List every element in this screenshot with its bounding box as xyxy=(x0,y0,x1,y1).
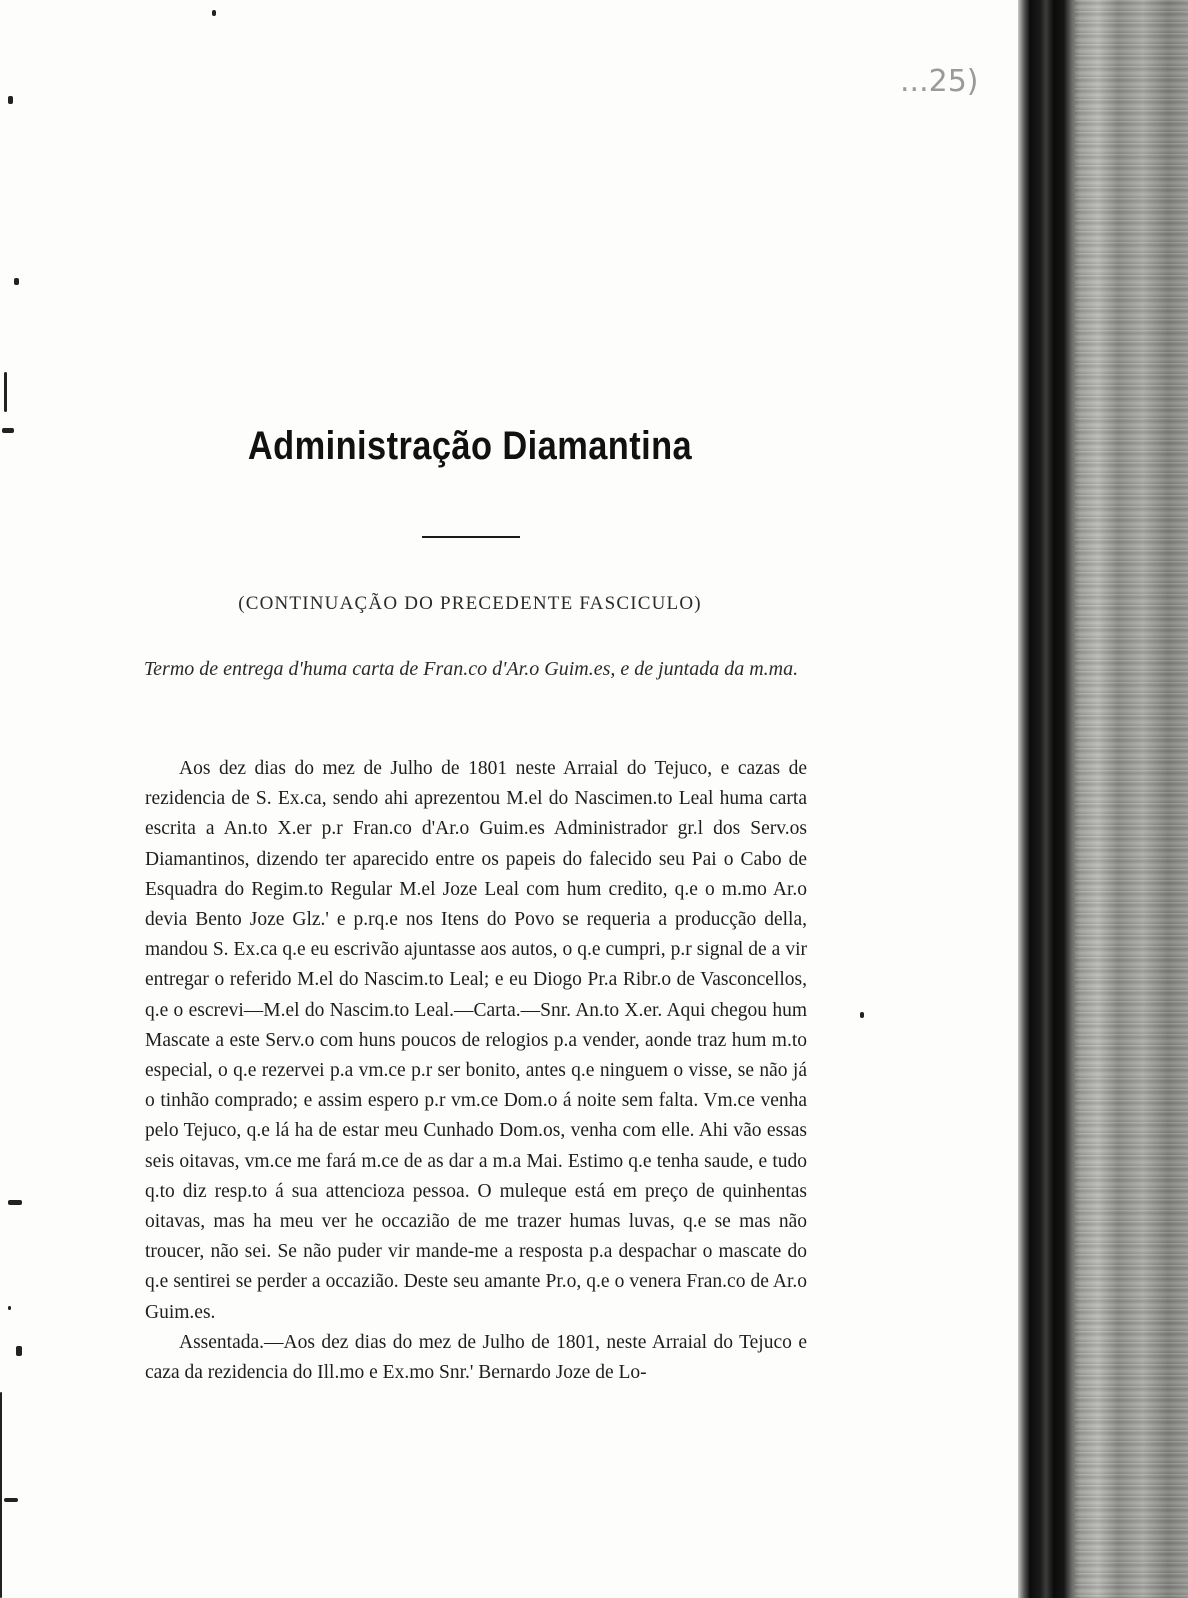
body-text xyxy=(145,754,807,1388)
left-margin-scan-marks xyxy=(0,0,24,1598)
paragraph-letter: Aos dez dias do mez de Julho de 1801 neste Arraial do Tejuco, e cazas de rezidencia de S. Ex.ca, sendo ahi aprezentou M.el do Nascimen.to Leal huma carta escrita a An.to X.er p.r Fran.co d'Ar.o Guim.es Administrador gr.l dos Serv.os Diamantinos, dizendo ter aparecido entre os papeis do falecido seu Pai o Cabo de Esquadra do Regim.to Regular M.el Joze Leal com hum credito, q.e o m.mo Ar.o devia Bento Joze Glz.' e p.rq.e nos Itens do Povo se requeria a producção della, mandou S. Ex.ca q.e eu escrivão ajuntasse aos autos, o q.e cumpri, p.r signal de a vir entregar o referido M.el do Nascim.to Leal; e eu Diogo Pr.a Ribr.o de Vasconcellos, q.e o escrevi—M.el do Nascim.to Leal.—Carta.—Snr. An.to X.er. Aqui chegou hum Mascate a este Serv.o com huns poucos de relogios p.a vender, aonde traz hum m.to especial, o q.e rezervei p.a vm.ce p.r ser bonito, antes q.e ninguem o visse, se não já o tinhão comprado; e assim espero p.r vm.ce Dom.o á noite sem falta. Vm.ce venha pelo Tejuco, q.e lá ha de estar meu Cunhado Dom.os, venha com elle. Ahi vão essas seis oitavas, vm.ce me fará m.ce de as dar a m.a Mai. Estimo q.e tenha saude, e tudo q.to diz resp.to á sua attencioza pessoa. O muleque está em preço de quinhentas oitavas, mas ha meu ver he occazião de me trazer humas luvas, q.e se mas não troucer, não sei. Se não puder vir mande-me a resposta p.a despachar o mascate do q.e sentirei se perder a occazião. Deste seu amante Pr.o, q.e o venera Fran.co de Ar.o Guim.es. xyxy=(145,758,807,1323)
scan-speck xyxy=(8,1306,11,1310)
scan-speck xyxy=(8,1200,22,1205)
scan-speck xyxy=(14,278,19,285)
scan-speck xyxy=(2,428,14,433)
scan-line xyxy=(0,1392,2,1598)
scan-line xyxy=(4,372,7,412)
continuation-subtitle: (CONTINUAÇÃO DO PRECEDENTE FASCICULO) xyxy=(238,593,702,614)
scan-speck xyxy=(8,96,13,104)
scan-speck xyxy=(860,1012,864,1018)
book-spine-texture xyxy=(1075,0,1188,1598)
scan-speck xyxy=(212,10,216,16)
page-number-mark: ...25) xyxy=(900,64,979,99)
scan-speck xyxy=(16,1346,22,1356)
title-divider xyxy=(422,536,520,538)
document-heading: Termo de entrega d'huma carta de Fran.co d'Ar.o Guim.es, e de juntada da m.ma. xyxy=(143,658,799,680)
paragraph-assentada: Assentada.—Aos dez dias do mez de Julho de 1801, neste Arraial do Tejuco e caza da rezidencia do Ill.mo e Ex.mo Snr.' Bernardo Joze de Lo- xyxy=(145,1331,807,1384)
page-title: Administração Diamantina xyxy=(247,424,693,468)
scan-speck xyxy=(4,1498,18,1502)
